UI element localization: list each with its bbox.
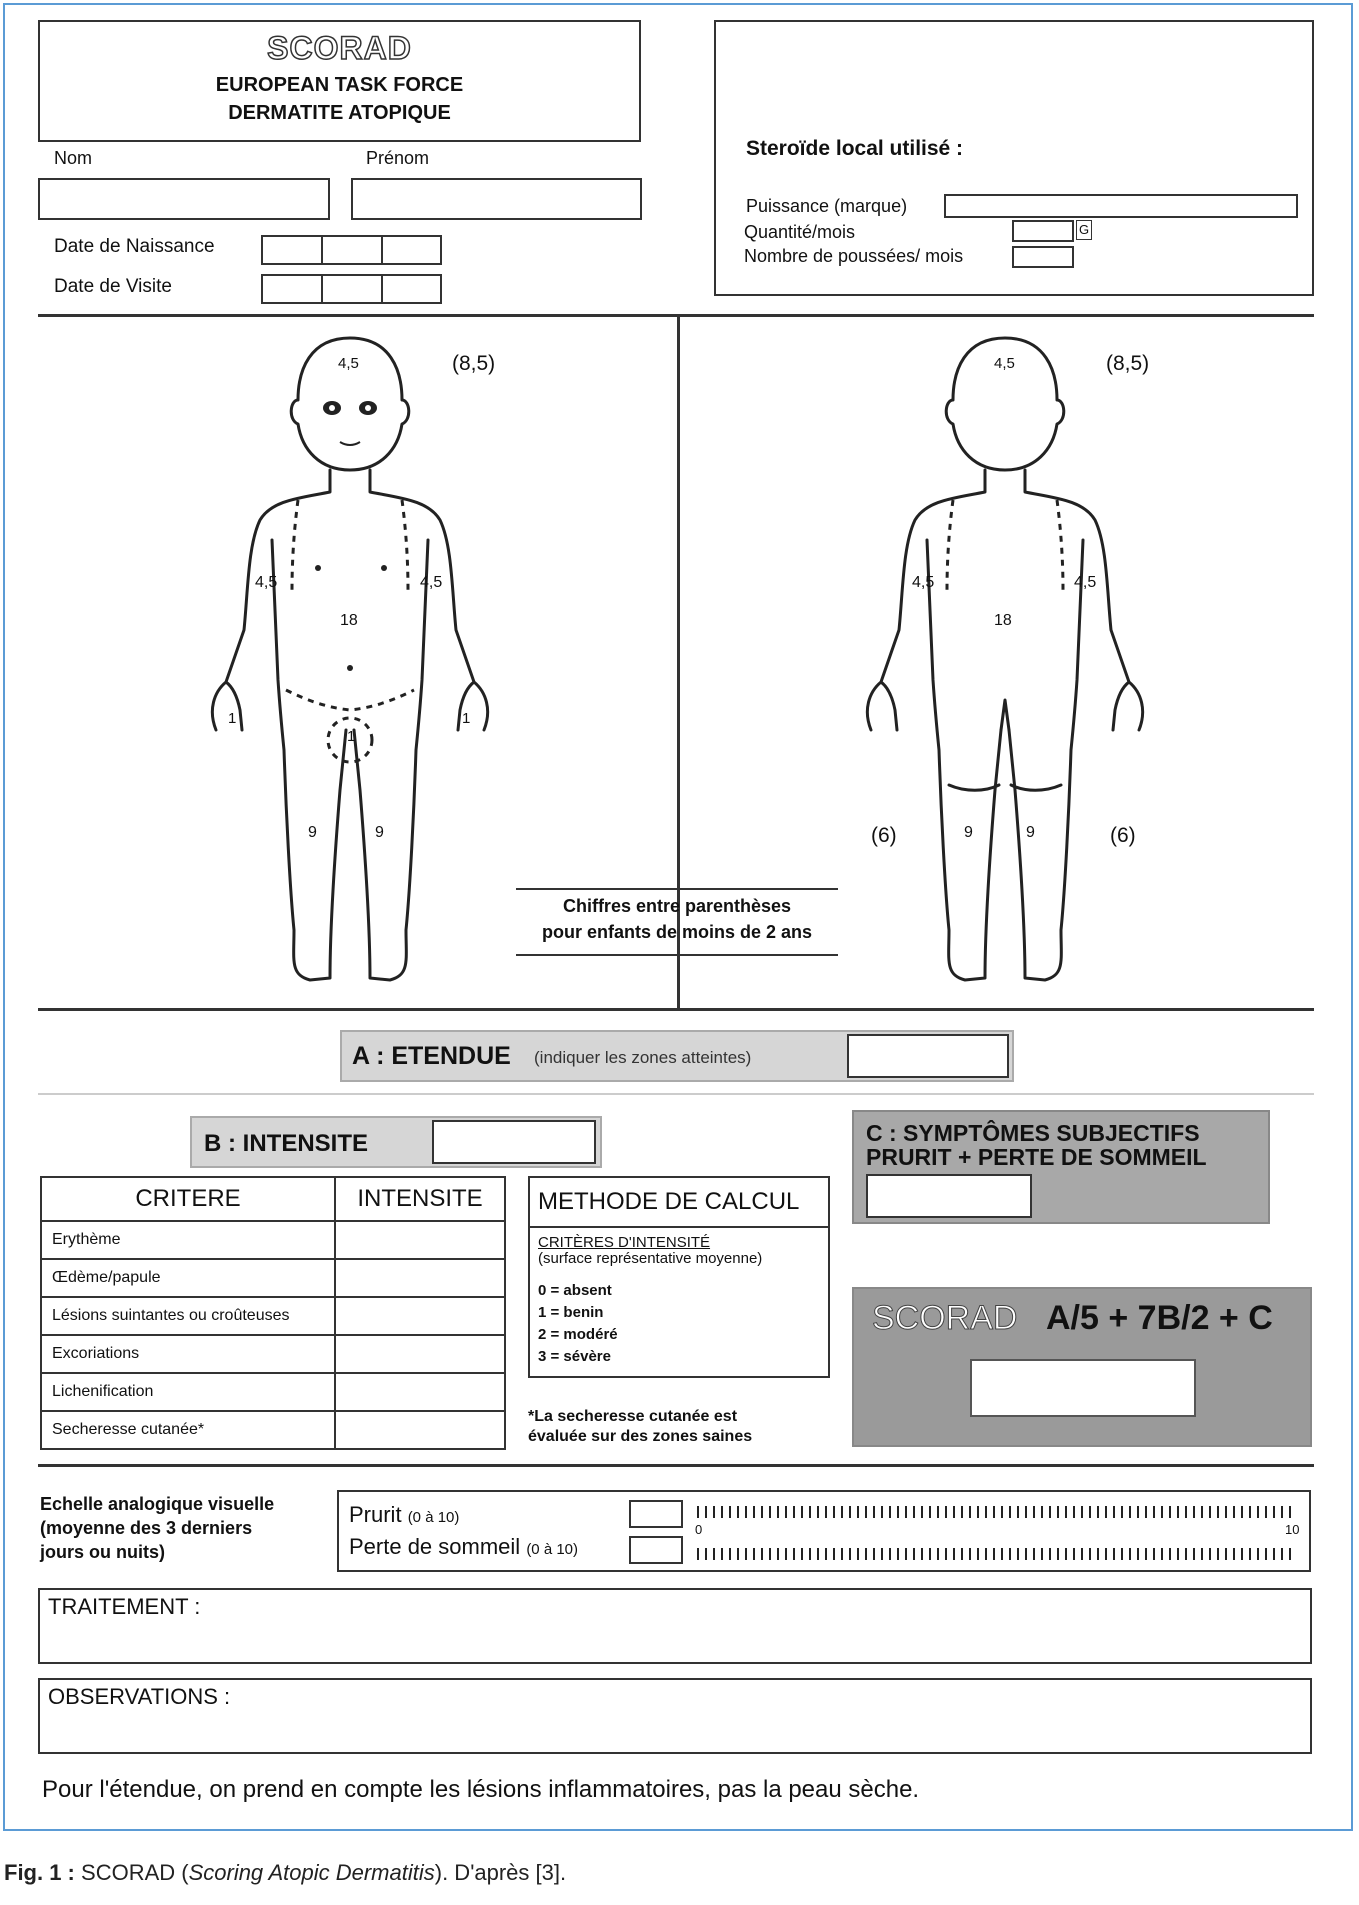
front-hand-right-value: 1	[462, 710, 471, 727]
sommeil-scale-slider[interactable]	[697, 1548, 1297, 1560]
criteria-row-label: Lésions suintantes ou croûteuses	[41, 1297, 335, 1335]
section-b-label: B : INTENSITE	[204, 1130, 369, 1157]
table-row	[41, 1297, 505, 1335]
date-separator	[381, 237, 383, 263]
section-c-box	[852, 1110, 1270, 1224]
method-scale-0: 0 = absent	[538, 1282, 612, 1299]
poussees-label: Nombre de poussées/ mois	[744, 246, 964, 266]
divider-a	[38, 1093, 1314, 1095]
naissance-date-field[interactable]	[261, 235, 442, 265]
table-row	[41, 1411, 505, 1449]
date-separator	[381, 276, 383, 302]
note-rule-top	[516, 888, 838, 890]
section-a-box	[340, 1030, 1014, 1082]
section-a-score-field[interactable]	[847, 1034, 1009, 1078]
puissance-label: Puissance (marque)	[746, 196, 908, 216]
visite-date-field[interactable]	[261, 274, 442, 304]
poussees-field[interactable]	[1012, 246, 1074, 268]
intensite-cell[interactable]	[335, 1221, 505, 1259]
section-b-box	[190, 1116, 602, 1168]
vas-title1: Echelle analogique visuelle	[40, 1494, 275, 1514]
section-c-score-field[interactable]	[866, 1174, 1032, 1218]
method-title: METHODE DE CALCUL	[538, 1188, 800, 1215]
section-c-line1: C : SYMPTÔMES SUBJECTIFS	[866, 1120, 1200, 1146]
front-leg-left-value: 9	[308, 824, 317, 841]
front-arm-left-value: 4,5	[255, 574, 278, 591]
criteria-header-critere: CRITERE	[41, 1177, 335, 1221]
quantite-field[interactable]	[1012, 220, 1074, 242]
sommeil-range: (0 à 10)	[526, 1541, 579, 1558]
org-line1: EUROPEAN TASK FORCE	[215, 74, 464, 96]
section-c-line2: PRURIT + PERTE DE SOMMEIL	[866, 1144, 1207, 1170]
criteria-table	[40, 1176, 506, 1450]
method-subtitle2: (surface représentative moyenne)	[538, 1250, 763, 1267]
dryness-note-line1: *La secheresse cutanée est	[528, 1408, 738, 1425]
back-head-value: 4,5	[994, 355, 1015, 372]
intensite-cell[interactable]	[335, 1335, 505, 1373]
prenom-field[interactable]	[351, 178, 642, 220]
date-separator	[321, 276, 323, 302]
front-genital-value: 1	[347, 728, 356, 745]
divider-top	[38, 314, 1314, 317]
back-trunk-value: 18	[994, 612, 1012, 629]
vas-min-label: 0	[695, 1522, 703, 1537]
section-b-score-field[interactable]	[432, 1120, 596, 1164]
intensite-cell[interactable]	[335, 1373, 505, 1411]
divider-vas	[38, 1464, 1314, 1467]
prurit-scale-slider[interactable]	[697, 1506, 1297, 1518]
front-head-child-value: (8,5)	[452, 352, 496, 375]
criteria-header-row	[41, 1177, 505, 1221]
table-row	[41, 1335, 505, 1373]
back-arm-left-value: 4,5	[912, 574, 935, 591]
puissance-field[interactable]	[944, 194, 1298, 218]
method-scale-3: 3 = sévère	[538, 1348, 611, 1365]
back-head-child-value: (8,5)	[1106, 352, 1150, 375]
scorad-title: SCORAD	[267, 30, 412, 66]
front-arm-right-value: 4,5	[420, 574, 443, 591]
org-line2: DERMATITE ATOPIQUE	[228, 102, 451, 124]
observations-label: OBSERVATIONS :	[48, 1684, 231, 1709]
vas-title2: (moyenne des 3 derniers	[40, 1518, 253, 1538]
section-a-hint: (indiquer les zones atteintes)	[534, 1048, 752, 1067]
table-row	[41, 1221, 505, 1259]
note-child-line2: pour enfants de moins de 2 ans	[541, 922, 813, 942]
criteria-row-label: Erythème	[41, 1221, 335, 1259]
caption-fig-label: Fig. 1 :	[4, 1860, 75, 1885]
naissance-label: Date de Naissance	[54, 236, 215, 257]
vas-box	[337, 1490, 1311, 1572]
method-subtitle1: CRITÈRES D'INTENSITÉ	[538, 1234, 711, 1251]
criteria-header-intensite: INTENSITE	[335, 1177, 505, 1221]
caption-text2: ). D'après [3].	[434, 1860, 567, 1885]
method-scale-1: 1 = benin	[538, 1304, 604, 1321]
prurit-range: (0 à 10)	[407, 1509, 460, 1526]
traitement-box[interactable]	[38, 1588, 1312, 1664]
prurit-text: Prurit	[349, 1502, 402, 1527]
vas-title3: jours ou nuits)	[40, 1542, 165, 1562]
criteria-row-label: Secheresse cutanée*	[41, 1411, 335, 1449]
intensite-cell[interactable]	[335, 1259, 505, 1297]
method-title-rule	[530, 1226, 828, 1228]
method-scale-2: 2 = modéré	[538, 1326, 618, 1343]
vas-max-label: 10	[1285, 1522, 1300, 1537]
nom-label: Nom	[54, 148, 93, 168]
traitement-label: TRAITEMENT :	[48, 1594, 201, 1619]
divider-bottom	[38, 1008, 1314, 1011]
front-head-value: 4,5	[338, 355, 359, 372]
prurit-score-field[interactable]	[629, 1500, 683, 1528]
scorad-formula-box	[852, 1287, 1312, 1447]
intensite-cell[interactable]	[335, 1297, 505, 1335]
back-arm-right-value: 4,5	[1074, 574, 1097, 591]
caption-text1: SCORAD (	[81, 1860, 189, 1885]
sommeil-label	[349, 1534, 578, 1560]
sommeil-text: Perte de sommeil	[349, 1534, 521, 1559]
observations-box[interactable]	[38, 1678, 1312, 1754]
back-leg-left-value: 9	[964, 824, 973, 841]
g-unit-box: G	[1076, 220, 1092, 240]
front-body-figure	[190, 330, 510, 1000]
title-box	[38, 20, 641, 142]
front-trunk-value: 18	[340, 612, 358, 629]
visite-label: Date de Visite	[54, 276, 172, 297]
date-separator	[321, 237, 323, 263]
prurit-label	[349, 1502, 459, 1528]
intensite-cell[interactable]	[335, 1411, 505, 1449]
quantite-label: Quantité/mois	[744, 222, 856, 242]
steroid-box	[714, 20, 1314, 296]
formula-label: SCORAD	[872, 1299, 1018, 1337]
prenom-label: Prénom	[366, 148, 430, 168]
note-rule-bottom	[516, 954, 838, 956]
back-leg-right-value: 9	[1026, 824, 1035, 841]
section-a-label: A : ETENDUE	[352, 1042, 511, 1070]
back-leg-child-left-value: (6)	[871, 824, 897, 847]
scorad-total-field[interactable]	[970, 1359, 1196, 1417]
criteria-row-label: Lichenification	[41, 1373, 335, 1411]
dryness-note-line2: évaluée sur des zones saines	[528, 1428, 753, 1445]
formula-expression: A/5 + 7B/2 + C	[1046, 1299, 1273, 1337]
caption-italic: Scoring Atopic Dermatitis	[188, 1860, 435, 1885]
note-child-line1: Chiffres entre parenthèses	[562, 896, 792, 916]
criteria-row-label: Œdème/papule	[41, 1259, 335, 1297]
footer-note: Pour l'étendue, on prend en compte les lésions inflammatoires, pas la peau sèche.	[42, 1776, 920, 1803]
sommeil-score-field[interactable]	[629, 1536, 683, 1564]
front-hand-left-value: 1	[228, 710, 237, 727]
table-row	[41, 1373, 505, 1411]
back-leg-child-right-value: (6)	[1110, 824, 1136, 847]
method-box	[528, 1176, 830, 1378]
figure-caption	[4, 1860, 566, 1886]
steroid-title: Steroïde local utilisé :	[746, 137, 964, 160]
nom-field[interactable]	[38, 178, 330, 220]
front-leg-right-value: 9	[375, 824, 384, 841]
table-row	[41, 1259, 505, 1297]
back-body-figure	[845, 330, 1165, 1000]
criteria-row-label: Excoriations	[41, 1335, 335, 1373]
